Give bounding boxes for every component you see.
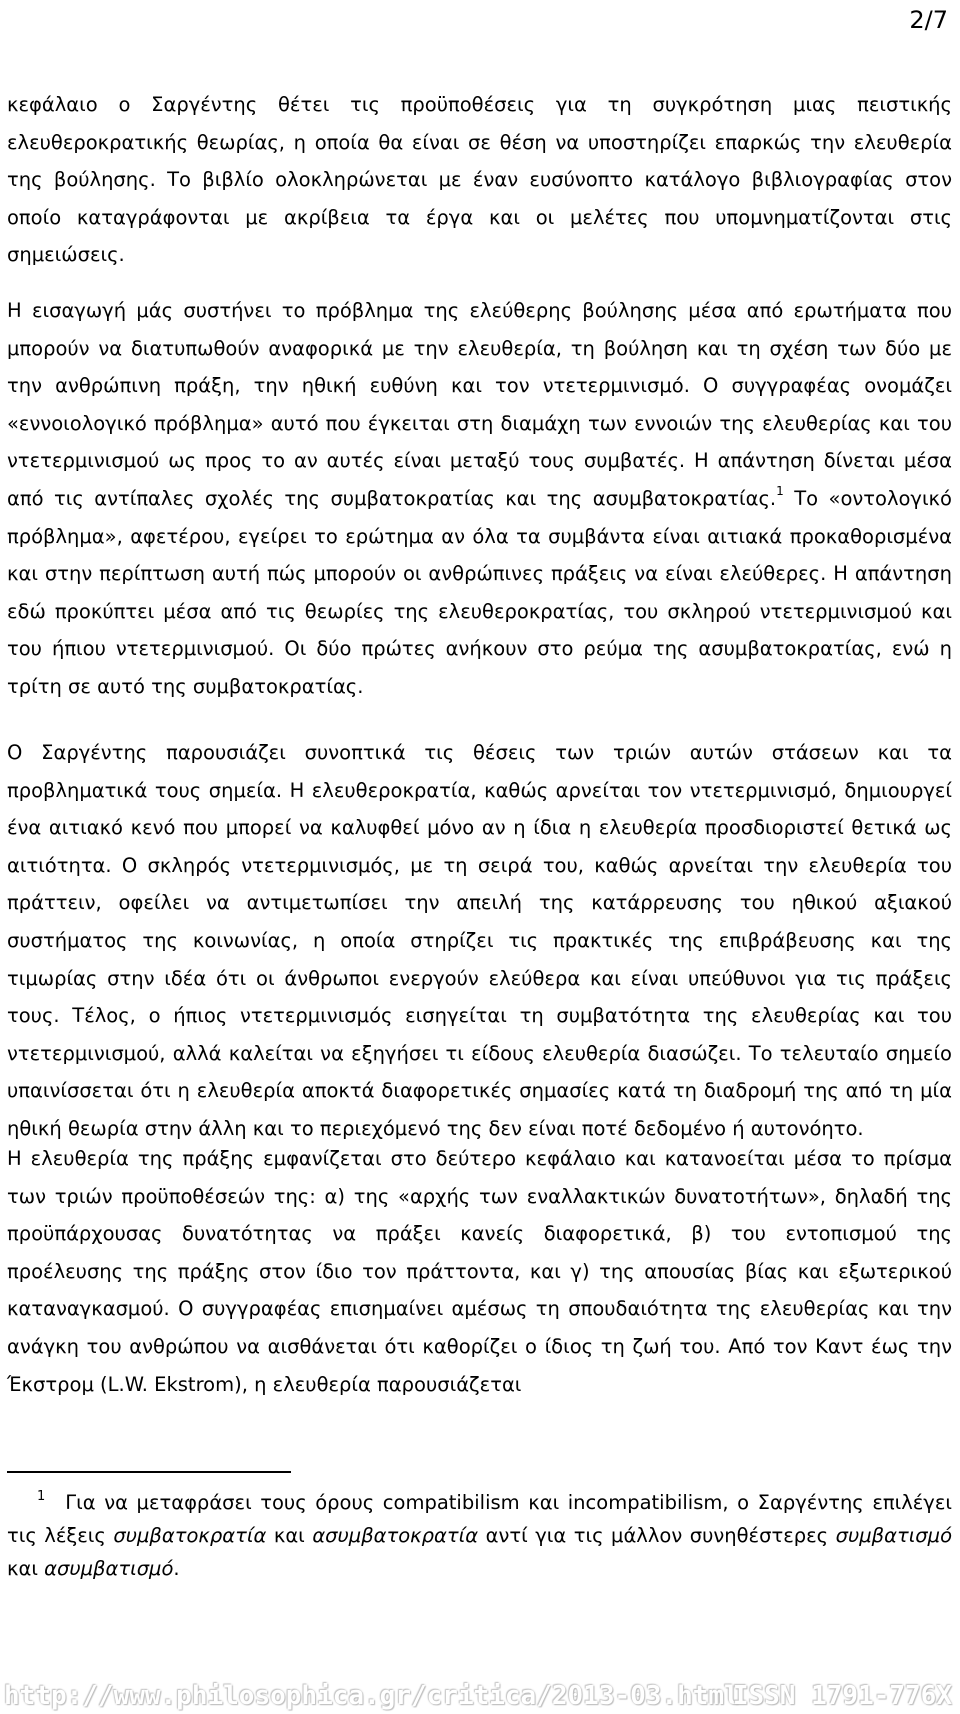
footnote-term: ασυμβατοκρατία bbox=[312, 1524, 479, 1547]
footnote-text: Για να μεταφράσει τους όρους compatibilism και incompatibilism, ο Σαργέντης επιλέγει τις λέξεις bbox=[7, 1491, 952, 1547]
footnote-text: . bbox=[173, 1557, 180, 1580]
paragraph-3: Ο Σαργέντης παρουσιάζει συνοπτικά τις θέσεις των τριών αυτών στάσεων και τα προβληματικά τους σημεία. Η ελευθεροκρατία, καθώς αρνείται τον ντετερμινισμό, δημιουργεί ένα αιτιακό κενό που μπορεί να καλυφθεί μόνο αν η ίδια η ελευθερία προσδιοριστεί θετικά ως αιτιότητα. Ο σκληρός ντετερμινισμός, με τη σειρά του, καθώς αρνείται την ελευθερία του πράττειν, οφείλει να αντιμετωπίσει την απειλή της κατάρρευσης του ηθικού αξιακού συστήματος της κοινωνίας, η οποία στηρίζει τις πρακτικές της επιβράβευσης και της τιμωρίας στην ιδέα ότι οι άνθρωποι ενεργούν ελεύθερα και είναι υπεύθυνοι για τις πράξεις τους. Τέλος, ο ήπιος ντετερμινισμός εισηγείται τη συμβατότητα της ελευθερίας και του ντετερμινισμού, αλλά καλείται να εξηγήσει τι είδους ελευθερία διασώζει. Το τελευταίο σημείο υπαινίσσεται ότι η ελευθερία αποκτά διαφορετικές σημασίες κατά τη διαδρομή της από τη μία ηθική θεωρία στην άλλη και το περιεχόμενό της δεν είναι ποτέ δεδομένο ή αυτονόητο. bbox=[7, 741, 952, 1140]
footnote-separator bbox=[7, 1471, 291, 1473]
footnote bbox=[7, 1486, 952, 1585]
footnote-number: 1 bbox=[37, 1489, 46, 1504]
footnote-text: και bbox=[266, 1524, 313, 1547]
paragraph-4: Η ελευθερία της πράξης εμφανίζεται στο δεύτερο κεφάλαιο και κατανοείται μέσα το πρίσμα των τριών προϋποθέσεών της: α) της «αρχής των εναλλακτικών δυνατοτήτων», δηλαδή της προϋπάρχουσας δυνατότητας να πράξει κανείς διαφορετικά, β) του εντοπισμού της προέλευσης της πράξης στον ίδιο τον πράττοντα, και γ) της απουσίας βίας και εξωτερικού καταναγκασμού. Ο συγγραφέας επισημαίνει αμέσως τη σπουδαιότητα της ελευθερίας και την ανάγκη του ανθρώπου να αισθάνεται ότι καθορίζει ο ίδιος τη ζωή του. Από τον Καντ έως την Έκστρομ (L.W. Ekstrom), η ελευθερία παρουσιάζεται bbox=[7, 1147, 952, 1396]
footer-url-link[interactable]: http://www.philosophica.gr/critica/2013-03.html bbox=[4, 1681, 740, 1711]
footnote-text: αντί για τις μάλλον συνηθέστερες bbox=[478, 1524, 836, 1547]
paragraph-2-text-before-note: Η εισαγωγή μάς συστήνει το πρόβλημα της ελεύθερης βούλησης μέσα από ερωτήματα που μπορούν να διατυπωθούν αναφορικά με την ελευθερία, τη βούληση και τη σχέση των δύο με την ανθρώπινη πράξη, την ηθική ευθύνη και τον ντετερμινισμό. Ο συγγραφέας ονομάζει «εννοιολογικό πρόβλημα» αυτό που έγκειται στη διαμάχη των εννοιών της ελευθερίας και του ντετερμινισμού ως προς το αν αυτές είναι μεταξύ τους συμβατές. Η απάντηση δίνεται μέσα από τις αντίπαλες σχολές της συμβατοκρατίας και της ασυμβατοκρατίας. bbox=[7, 299, 952, 510]
page-footer bbox=[0, 1678, 960, 1714]
footer-issn: ISSN 1791-776X bbox=[732, 1681, 952, 1711]
paragraph-2-text-after-note: Το «οντολογικό πρόβλημα», αφετέρου, εγείρει το ερώτημα αν όλα τα συμβάντα είναι αιτιακά προκαθορισμένα και στην περίπτωση αυτή πώς μπορούν οι ανθρώπινες πράξεις να είναι ελεύθερες. Η απάντηση εδώ προκύπτει μέσα από τις θεωρίες της ελευθεροκρατίας, του σκληρού ντετερμινισμού και του ήπιου ντετερμινισμού. Οι δύο πρώτες ανήκουν στο ρεύμα της ασυμβατοκρατίας, ενώ η τρίτη σε αυτό της συμβατοκρατίας. bbox=[7, 486, 952, 698]
footnote-term: συμβατοκρατία bbox=[113, 1524, 267, 1547]
paragraph-2 bbox=[7, 292, 952, 706]
paragraph-1: κεφάλαιο ο Σαργέντης θέτει τις προϋποθέσεις για τη συγκρότηση μιας πειστικής ελευθεροκρατικής θεωρίας, η οποία θα είναι σε θέση να υποστηρίζει επαρκώς την ελευθερία της βούλησης. Το βιβλίο ολοκληρώνεται με έναν ευσύνοπτο κατάλογο βιβλιογραφίας στον οποίο καταγράφονται με ακρίβεια τα έργα και οι μελέτες που υπομνηματίζονται στις σημειώσεις. bbox=[7, 93, 952, 267]
page-number: 2/7 bbox=[909, 6, 948, 34]
footnote-text: και bbox=[7, 1557, 45, 1580]
footnote-term: ασυμβατισμό bbox=[44, 1557, 174, 1580]
footnote-term: συμβατισμό bbox=[835, 1524, 953, 1547]
footnote-reference[interactable]: 1 bbox=[776, 483, 784, 498]
